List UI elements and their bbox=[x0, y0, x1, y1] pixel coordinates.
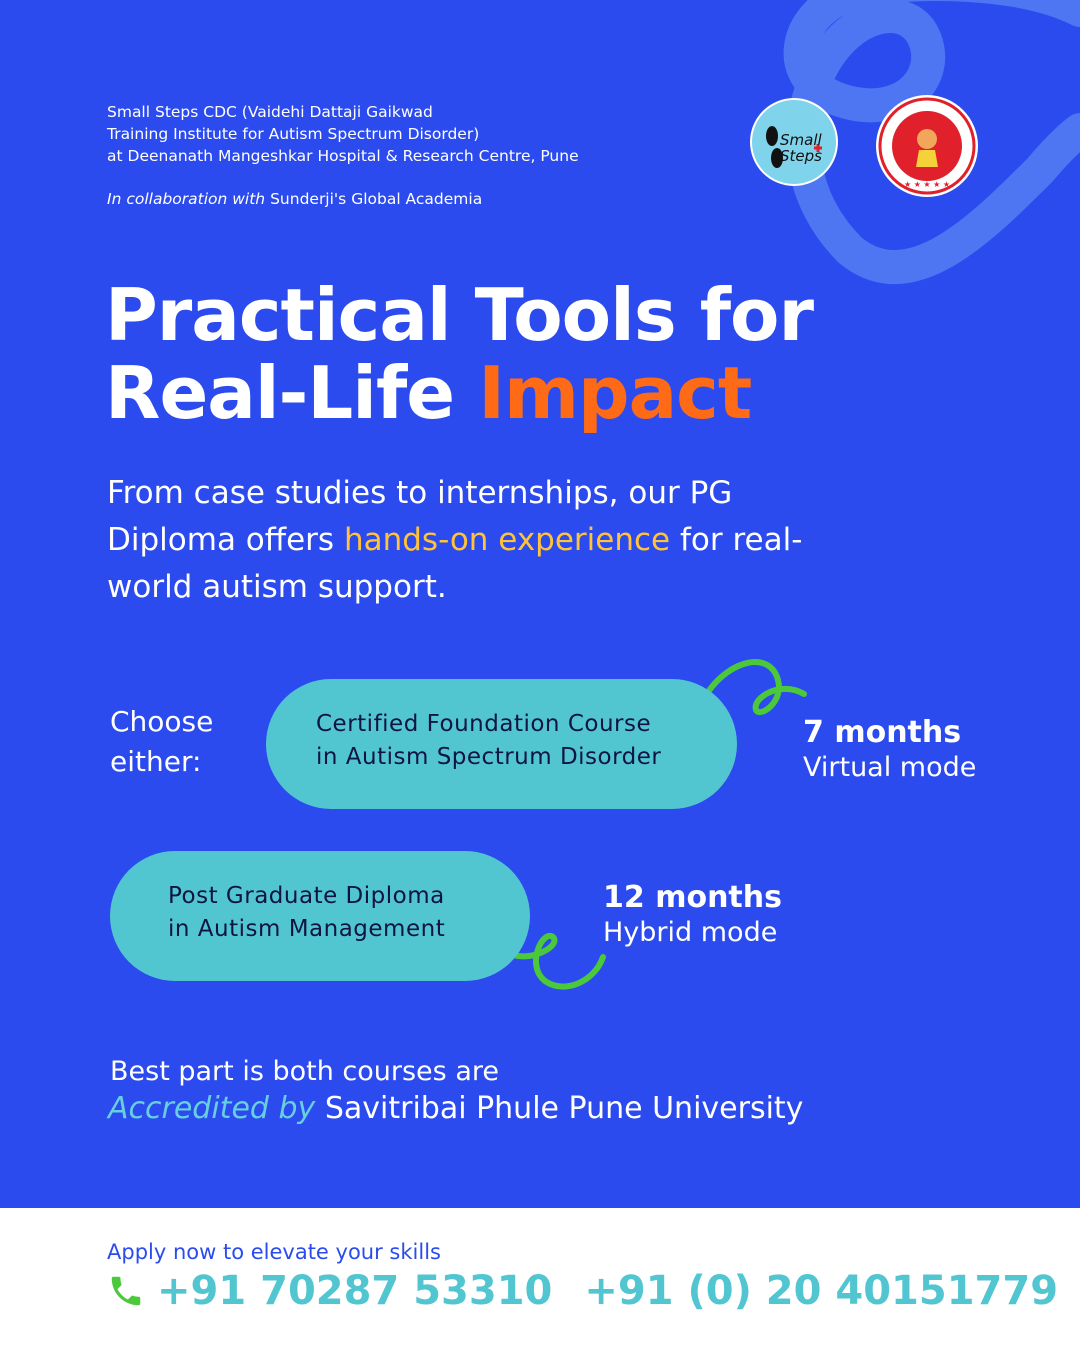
intro-part-2: for real-world autism support. bbox=[107, 522, 803, 605]
course-1-months: 7 months bbox=[803, 715, 962, 750]
svg-text:★ ★ ★ ★ ★: ★ ★ ★ ★ ★ bbox=[903, 180, 951, 189]
course-2-line-2: in Autism Management bbox=[168, 916, 446, 942]
choose-label bbox=[110, 702, 213, 782]
academia-logo bbox=[876, 95, 978, 197]
accreditation-prefix: Accredited by bbox=[108, 1091, 316, 1126]
phone-number-1[interactable]: +91 70287 53310 bbox=[157, 1268, 553, 1314]
small-steps-line-1: Small bbox=[780, 131, 822, 149]
course-1-line-1: Certified Foundation Course bbox=[316, 711, 652, 737]
org-line-1: Small Steps CDC (Vaidehi Dattaji Gaikwad bbox=[107, 103, 433, 121]
headline-highlight: Impact bbox=[478, 351, 752, 435]
academia-seal bbox=[876, 95, 978, 197]
university-name: Savitribai Phule Pune University bbox=[324, 1091, 804, 1126]
org-line-2: Training Institute for Autism Spectrum Disorder) bbox=[107, 125, 480, 143]
org-line-3: at Deenanath Mangeshkar Hospital & Research Centre, Pune bbox=[107, 147, 579, 165]
small-steps-line-2: Steps bbox=[780, 147, 822, 165]
apply-cta: Apply now to elevate your skills bbox=[107, 1240, 441, 1264]
headline-line-2: Real-Life bbox=[105, 351, 455, 435]
intro-text bbox=[107, 470, 867, 611]
course-pill-foundation bbox=[266, 679, 737, 809]
accreditation-intro: Best part is both courses are bbox=[110, 1056, 499, 1087]
course-2-mode: Hybrid mode bbox=[603, 917, 778, 948]
phone-number-2[interactable]: +91 (0) 20 40151779 bbox=[584, 1268, 1059, 1314]
collab-name: Sunderji's Global Academia bbox=[270, 190, 483, 208]
intro-highlight: hands-on experience bbox=[343, 522, 671, 558]
collaboration-line bbox=[107, 190, 482, 208]
course-1-line-2: in Autism Spectrum Disorder bbox=[316, 744, 662, 770]
course-2-months: 12 months bbox=[603, 880, 782, 915]
course-2-line-1: Post Graduate Diploma bbox=[168, 883, 445, 909]
choose-line-2: either: bbox=[110, 745, 202, 778]
organization-info bbox=[107, 101, 579, 167]
intro-part-1: From case studies to internships, our PG Diploma offers bbox=[107, 475, 733, 558]
choose-line-1: Choose bbox=[110, 705, 214, 738]
course-1-duration bbox=[803, 716, 976, 785]
phone-icon bbox=[107, 1272, 145, 1310]
phone-numbers bbox=[107, 1266, 1058, 1316]
course-2-duration bbox=[603, 881, 782, 950]
course-1-mode: Virtual mode bbox=[803, 752, 977, 783]
course-pill-pg-diploma bbox=[110, 851, 530, 981]
accreditation-line bbox=[108, 1089, 803, 1129]
small-steps-logo bbox=[750, 98, 838, 186]
headline-line-1: Practical Tools for bbox=[105, 273, 814, 357]
collab-prefix: In collaboration with bbox=[107, 190, 266, 208]
headline bbox=[105, 273, 814, 435]
